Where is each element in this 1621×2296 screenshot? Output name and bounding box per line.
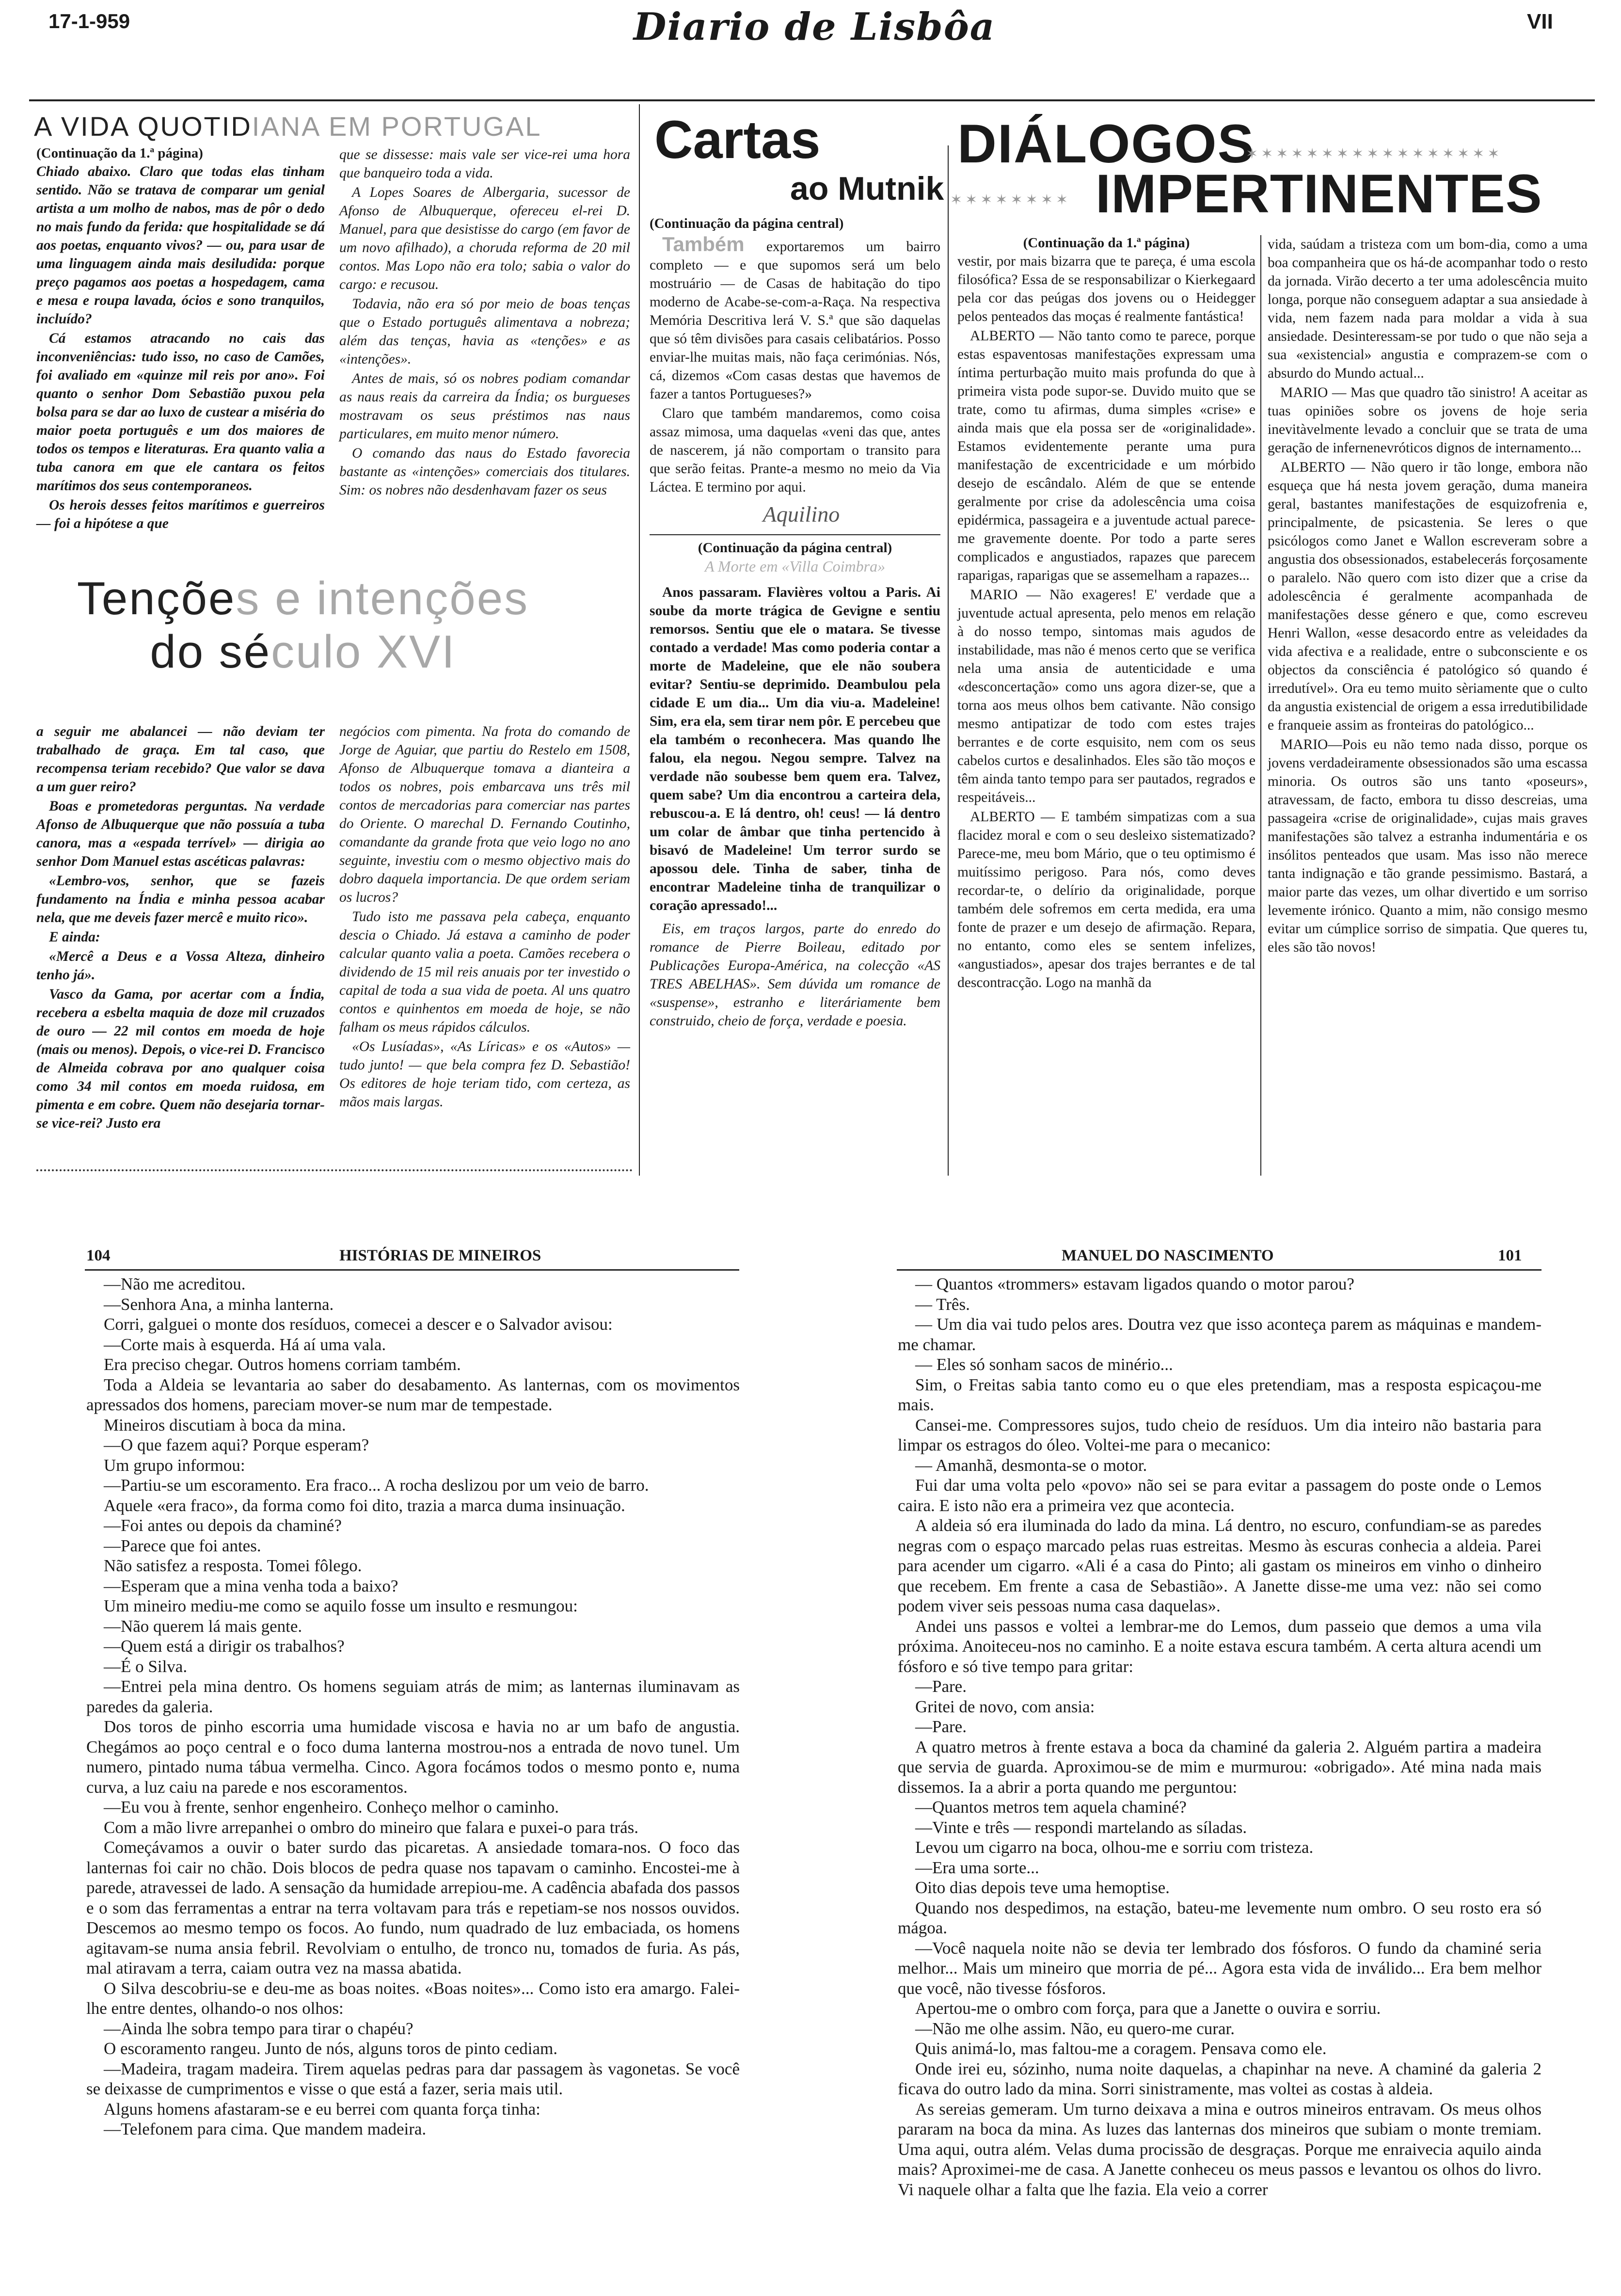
book-paragraph: —Era uma sorte... [915, 1858, 1039, 1877]
dialogos-paragraph: ALBERTO — Não tanto como te parece, porque estas espaventosas manifestações expressam uma íntima perturbação muito mais profunda do que à primeira vista pode supor-se. Duvido muito que se trate, como tu afirmas, duma simples «crise» e ainda mais que ela possa ser de «originalidade». Estamos evidentemente perante uma pura manifestação de excentricidade e um mórbido desejo de escândalo. Além de que se entende geralmente por crise da adolescência uma coisa epidérmica, passageira e a juventude actual parece-me gravemente doente. Por todo a parte seres complicados e angustiados, rapazes que parecem raparigas, raparigas que se assemelham a rapazes... [957, 328, 1255, 583]
book-paragraph: —Pare. [915, 1677, 967, 1696]
vida-headline-faint: IANA EM PORTUGAL [252, 111, 542, 142]
vida-kicker: (Continuação da 1.ª página) [36, 145, 203, 161]
book-paragraph: O Silva descobriu-se e deu-me as boas noites. «Boas noites»... Como isto era amargo. Falei-lhe entre dentes, olhando-o nos olhos: [86, 1978, 740, 2018]
cartas-paragraph: Claro que também mandaremos, como coisa assaz mimosa, uma daquelas «veni das que, antes de nascerem, já não comportam o transito para que serão feitas. Prante-a mesmo no meio da Via Láctea. E termino por aqui. [650, 406, 940, 495]
section-end-rule [36, 1169, 633, 1171]
cartas-column [650, 216, 940, 1031]
book-paragraph: — Quantos «trommers» estavam ligados quando o motor parou? [915, 1275, 1354, 1293]
book-paragraph: Mineiros discutiam à boca da mina. [104, 1415, 346, 1435]
headline-ornament: ✶✶✶✶✶✶✶✶ [950, 192, 1071, 208]
book-paragraph: Quis animá-lo, mas faltou-me a coragem. Pensava como ele. [915, 2039, 1327, 2058]
vida-paragraph: negócios com pimenta. Na frota do comando de Jorge de Aguiar, que partiu do Restelo em 1508, Afonso de Albuquerque tomava a dianteira a todos os nobres, pois embarcava uns três mil contos de mercadorias para comerciar nas partes do Oriente. O marechal D. Fernando Coutinho, comandante da grande frota que veio logo no ano seguinte, investiu com o mesmo objectivo mais do dobro daquela importancia. De que ordem seriam os lucros? [339, 724, 630, 905]
tencoes-line2-faint: culo XVI [271, 626, 456, 678]
book-paragraph: Aquele «era fraco», da forma como foi dito, trazia a marca duma insinuação. [104, 1496, 625, 1515]
book-paragraph: Sim, o Freitas sabia tanto como eu o que eles pretendiam, mas a resposta espicaçou-me mais. [898, 1375, 1542, 1414]
book-paragraph: —Eu vou à frente, senhor engenheiro. Conheço melhor o caminho. [104, 1798, 559, 1817]
tencoes-line1-strong: Tençõe [77, 573, 236, 624]
column-rule [948, 145, 949, 1176]
vida-paragraph: Antes de mais, só os nobres podiam comandar as naus reais da carreira da Índia; os burgueses mostravam os seus préstimos nas naus particulares, em muito menor número. [339, 371, 630, 442]
vida-column-4 [339, 722, 630, 1112]
book-paragraph: —Senhora Ana, a minha lanterna. [104, 1294, 334, 1314]
book-paragraph: —Não querem lá mais gente. [104, 1616, 302, 1636]
book-paragraph: Fui dar uma volta pelo «povo» não sei se para evitar a passagem do poste onde o Lemos caira. E isto não era a primeira vez que acontecia. [898, 1476, 1542, 1515]
book-paragraph: Um grupo informou: [104, 1455, 245, 1475]
book-paragraph: Andei uns passos e voltei a lembrar-me do Lemos, dum passeio que demos a uma vila próxima. Anoiteceu-nos no caminho. E a noite estava escura também. A certa altura acendi um fósforo e só tive tempo para gritar: [898, 1616, 1542, 1676]
dialogos-paragraph: MARIO—Pois eu não temo nada disso, porque os jovens verdadeiramente obsessionados são uma escassa minoria. Os outros são uns tanto «poseurs», atravessam, de facto, embora tu disso descreias, uma passageira «crise de originalidade», cujas mais graves manifestações são talvez a estranha indumentária e os insólitos penteados que usam. Mas isso não merece tanta indignação e tão grande pessimismo. Bastará, a maior parte das vezes, um olhar divertido e um sorriso levemente irónico. Quanto a mim, não consigo mesmo evitar um cúmplice sorriso de simpatia. Que queres tu, eles são tão novos! [1268, 737, 1588, 955]
book-paragraph: Apertou-me o ombro com força, para que a Janette o ouvira e sorriu. [915, 1999, 1381, 2018]
tencoes-headline [73, 572, 533, 679]
cartas-text: exportaremos um bairro completo — e que supomos será um belo mostruário — de Casas de habitação do tipo moderno de Acabe-se-com-a-Raça. Na respectiva Memória Descritiva lerá V. S.ª que são daquelas que só têm divisões para casais celibatários. Posso enviar-lhe muitas mais, não faça cerimónias. Nós, cá, dizemos «Com casas destas que havemos de fazer a tantos Portugueses?» [650, 239, 940, 402]
right-running-head: MANUEL DO NASCIMENTO [1062, 1247, 1274, 1264]
book-paragraph: Onde irei eu, sózinho, numa noite daquelas, a chapinhar na neve. A chaminé da galeria 2 ficava do outro lado da mina. Sorri sinistramente, mas voltei as costas à aldeia. [898, 2059, 1542, 2098]
book-paragraph: Levou um cigarro na boca, olhou-me e sorriu com tristeza. [915, 1838, 1314, 1857]
book-paragraph: —Foi antes ou depois da chaminé? [104, 1516, 342, 1535]
book-paragraph: Cansei-me. Compressores sujos, tudo cheio de resíduos. Um dia inteiro não bastaria para limpar os estragos do óleo. Voltei-me para o mecanico: [898, 1415, 1542, 1454]
book-paragraph: Alguns homens afastaram-se e eu berrei com quanta força tinha: [104, 2099, 540, 2119]
left-page-number: 104 [86, 1247, 111, 1264]
column-rule [1260, 235, 1261, 1176]
dialogos-paragraph: vestir, por mais bizarra que te pareça, é uma escola filosófica? Essa de se responsabilizar o Kierkegaard pela cor das peúgas dos jovens ou o Heidegger pelos penteados das moças é realmente fantástica! [957, 254, 1255, 324]
book-paragraph: —Não me acreditou. [104, 1275, 246, 1293]
book-paragraph: —Corte mais à esquerda. Há aí uma vala. [104, 1335, 386, 1354]
book-paragraph: —Vinte e três — respondi martelando as síladas. [915, 1818, 1247, 1837]
page-number: VII [1527, 10, 1553, 33]
book-paragraph: —É o Silva. [104, 1657, 188, 1676]
vida-quote: «Mercê a Deus e a Vossa Alteza, dinheiro tenho já». [36, 949, 325, 983]
morte-paragraph: Eis, em traços largos, parte do enredo do romance de Pierre Boileau, editado por Publicações Europa-América, na colecção «AS TRES ABELHAS». Sem dúvida um romance de «suspense», estranho e literáriamente bem construido, cheio de força, verdade e poesia. [650, 921, 940, 1029]
book-paragraph: —Esperam que a mina venha toda a baixo? [104, 1576, 398, 1595]
book-paragraph: A aldeia só era iluminada do lado da mina. Lá dentro, no escuro, confundiam-se as paredes negras com o espaço marcado pelas ruas estreitas. Mesmo às escuras conhecia a aldeia. Parei para acender um cigarro. «Ali é a casa do Pinto; ali gastam os mineiros em vinho o dinheiro que recebem. Em frente a casa de Sebastião». A Janette disse-me uma vez: não sei como podem viver seis pessoas numa casa daquelas». [898, 1516, 1542, 1615]
dialogos-paragraph: vida, saúdam a tristeza com um bom-dia, como a uma boa companheira que os há-de acompanhar todo o resto da jornada. Virão decerto a ter uma adolescência muito longa, porque não conseguem adaptar a sua ansiedade à vida, nem fazem nada para moldar a vida à sua ansiedade. Desinteressam-se por tudo o que não seja a sua «existencial» angustia e comprazem-se com o absurdo do Mundo actual... [1268, 237, 1588, 381]
vida-paragraph: A Lopes Soares de Albergaria, sucessor de Afonso de Albuquerque, ofereceu el-rei D. Manuel, para que desistisse do cargo (em favor de um novo afilhado), a choruda reforma de 20 mil contos. Mas Lopo não era tolo; sabia o valor do cargo: e recusou. [339, 185, 630, 292]
right-page-number: 101 [1498, 1247, 1522, 1264]
vida-column-3 [36, 722, 325, 1133]
cartas-subheadline: ao Mutnik [790, 170, 944, 207]
vida-column-2 [339, 145, 630, 500]
book-paragraph: A quatro metros à frente estava a boca da chaminé da galeria 2. Alguém partira a madeira que servia de guarda. Aproximou-se de mim e murmurou: «obrigado». Até mina nada mais dissemos. Ia a abrir a porta quando me perguntou: [898, 1737, 1542, 1797]
book-paragraph: Quando nos despedimos, na estação, bateu-me levemente num ombro. O seu rosto era só mágoa. [898, 1898, 1542, 1937]
vida-quote: «Lembro-vos, senhor, que se fazeis fundamento na Índia e minha pessoa acabar nela, que me deveis fazer mercê e muito rico». [36, 873, 325, 925]
vida-paragraph: Chiado abaixo. Claro que todas elas tinham sentido. Não se tratava de comparar um genial artista a um molho de nabos, mas de pôr o dedo no mais fundo da ferida: que hospitalidade se dá aos poetas, enquanto vivos? — ou, para usar de uma linguagem ainda mais desiludida: porque preço pagamos aos poetas a hospedagem, cama e mesa e roupa lavada, ócios e sono tranquilos, incluído? [36, 164, 325, 327]
vida-headline-strong: A VIDA QUOTID [34, 111, 252, 142]
vida-paragraph: Vasco da Gama, por acertar com a Índia, recebera a esbelta maquia de doze mil cruzados de ouro — 22 mil contos em moeda de hoje (mais ou menos). Depois, o vice-rei D. Francisco de Almeida cobrava por ano qualquer coisa como 34 mil contos em moeda ruidosa, em pimenta e em cobre. Quem não desejaria tornar-se vice-rei? Justo era [36, 987, 325, 1131]
book-paragraph: — Amanhã, desmonta-se o motor. [915, 1455, 1147, 1475]
vida-paragraph: Os herois desses feitos marítimos e guerreiros — foi a hipótese a que [36, 497, 325, 531]
vida-paragraph: Tudo isto me passava pela cabeça, enquanto descia o Chiado. Já estava a caminho de poder calcular quanto valia a poeta. Camões recebera o dividendo de 15 mil reis anuais por ter investido o capital de toda a sua vida de poeta. Al uns quatro contos e quinhentos em moeda de hoje, se não falham os meus rápidos cálculos. [339, 909, 630, 1035]
tencoes-line1-faint: s e intenções [236, 573, 529, 624]
vida-paragraph: «Os Lusíadas», «As Líricas» e os «Autos» — tudo junto! — que bela compra fez D. Sebastião! Os editores de hoje teriam tido, com certeza, as mãos mais largas. [339, 1039, 630, 1110]
book-paragraph: —Ainda lhe sobra tempo para tirar o chapéu? [104, 2019, 413, 2038]
book-paragraph: —Telefonem para cima. Que mandem madeira. [104, 2120, 427, 2138]
book-paragraph: Com a mão livre arrepanhei o ombro do mineiro que falara e puxei-o para trás. [104, 1818, 639, 1837]
cartas-kicker: (Continuação da página central) [650, 216, 844, 231]
dialogos-column-1 [957, 235, 1255, 993]
column-rule [639, 104, 640, 1176]
vida-column-1 [36, 145, 325, 534]
dialogos-paragraph: ALBERTO — Não quero ir tão longe, embora não esqueça que há nesta jovem geração, duma maneira geral, bastantes manifestações de esquizofrenia e, principalmente, de psicastenia. Se leres o que psicólogos como Janet e Wallon escreveram sobre a angustia dos obsessionados, estabelecerás forçosamente o paralelo. Não quero com isto dizer que a crise da adolescência é geralmente acompanhada de manifestações desse género e que, como escreveu Henri Wallon, «esse desacordo entre as veleidades da vida afectiva e a realidade, entre o subconsciente e os objectos da consciência é patológico só quando é irredutível». Ora eu temo muito sèriamente que o culto da angustia existencial de origem a essa irredutibilidade e franqueie assim as fronteiras do patológico... [1268, 460, 1588, 733]
vida-paragraph: que se dissesse: mais vale ser vice-rei uma hora que banqueiro toda a vida. [339, 147, 630, 181]
book-paragraph: Toda a Aldeia se levantaria ao saber do desabamento. As lanternas, com os movimentos apressados dos homens, pareciam mover-se num mar de tempestade. [86, 1375, 740, 1414]
book-paragraph: Oito dias depois teve uma hemoptise. [915, 1878, 1170, 1897]
book-paragraph: Um mineiro mediu-me como se aquilo fosse um insulto e resmungou: [104, 1596, 578, 1615]
dialogos-subheadline: IMPERTINENTES [1096, 163, 1542, 224]
issue-date: 17-1-959 [48, 10, 130, 32]
vida-headline [34, 111, 542, 142]
vida-paragraph: E ainda: [49, 929, 100, 945]
book-paragraph: —Quantos metros tem aquela chaminé? [915, 1798, 1187, 1817]
book-paragraph: Corri, galguei o monte dos resíduos, comecei a descer e o Salvador avisou: [104, 1315, 613, 1334]
book-paragraph: —Partiu-se um escoramento. Era fraco... A rocha deslizou por um veio de barro. [104, 1476, 649, 1495]
book-paragraph: — Três. [915, 1294, 970, 1314]
book-paragraph: — Um dia vai tudo pelos ares. Doutra vez que isso aconteça parem as máquinas e mandem-me chamar. [898, 1315, 1542, 1354]
dialogos-kicker: (Continuação da 1.ª página) [1023, 235, 1190, 251]
book-paragraph: As sereias gemeram. Um turno deixava a mina e outros mineiros entravam. Os meus olhos pararam na boca da mina. As luzes das lanternas dos mineiros que subiam o monte tremiam. Uma aqui, outra além. Velas duma procissão de desgraças. Porque me enraivecia aquilo ainda mais? Aproximei-me de casa. A Janette conheceu os meus passos e levantou os olhos do livro. Vi naquele olhar a falta que lhe fazia. Ela veio a correr [898, 2099, 1542, 2199]
morte-faint-title: A Morte em «Villa Coimbra» [704, 558, 886, 575]
left-book-page [86, 1274, 740, 2139]
dialogos-paragraph: MARIO — Não exageres! E' verdade que a juventude actual apresenta, pelo menos em relação à do nosso tempo, sintomas mais agudos de instabilidade, mas não é menos certo que se verifica nela uma ansia de autenticidade e uma «desconcertação» como uns agora dizer-se, que a torna aos meus olhos bem cativante. Não consigo mesmo antipatizar de todo com estes trajes berrantes e de corte esquisito, nem com os seus cabelos curtos e desalinhados. Eles são tão moços e têm ainda tanto tempo para ser pautados, regrados e respeitáveis... [957, 587, 1255, 805]
vida-paragraph: Todavia, não era só por meio de boas tenças que o Estado português alimentava a nobreza; além das tenças, havia as «tenções» e as «intenções». [339, 296, 630, 367]
cartas-faint-word: Também [662, 233, 745, 255]
cartas-headline: Cartas [654, 110, 821, 170]
morte-kicker: (Continuação da página central) [698, 540, 892, 556]
book-paragraph: —Parece que foi antes. [104, 1536, 261, 1555]
book-paragraph: —Não me olhe assim. Não, eu quero-me curar. [915, 2019, 1235, 2038]
book-paragraph: O escoramento rangeu. Junto de nós, alguns toros de pinto cediam. [104, 2039, 558, 2058]
cartas-signature: Aquilino [763, 502, 840, 526]
book-paragraph: Não satisfez a resposta. Tomei fôlego. [104, 1556, 362, 1575]
dialogos-paragraph: MARIO — Mas que quadro tão sinistro! A aceitar as tuas opiniões sobre os jovens de hoje seria inevitàvelmente levado a concluir que se trata de uma geração de infernenevróticos dignos de internamento... [1268, 385, 1588, 456]
right-header-rule [897, 1269, 1542, 1271]
left-header-rule [85, 1269, 739, 1271]
vida-paragraph: Cá estamos atracando no cais das inconveniências: tudo isso, no caso de Camões, foi avaliado em «quinze mil reis por ano». Foi quanto o senhor Dom Sebastião puxou pela bolsa para se dar ao luxo de custear a miséria do maior poeta português e um dos maiores de todos os tempos e literaturas. Era quanto valia a tuba canora em que ele cantara os feitos marítimos dos seus contemporaneos. [36, 331, 325, 494]
book-paragraph: Começávamos a ouvir o bater surdo das picaretas. A ansiedade tomara-nos. O foco das lanternas foi cair no chão. Dois blocos de pedra quase nos tapavam o caminho. Encostei-me à parede, atravessei de lado. A sensação da humidade arrepiou-me. A cadência abafada dos passos e o som das ferramentas a entrar na terra voltavam para trás e repetiam-se nos nossos ouvidos. Descemos ao mesmo tempo os focos. Ao fundo, num quadrado de luz embaciada, os homens agitavam-se numa ansia febril. Revolviam o entulho, de tronco nu, tomados de furia. As pás, mal atiravam a terra, caiam outra vez na massa abatida. [86, 1838, 740, 1977]
vida-paragraph: a seguir me abalancei — não deviam ter trabalhado de graça. Em tal caso, que recompensa teriam recebido? Que valor se dava a um guer reiro? [36, 724, 325, 795]
book-paragraph: —Quem está a dirigir os trabalhos? [104, 1637, 345, 1656]
morte-paragraph: Anos passaram. Flavières voltou a Paris. Ai soube da morte trágica de Gevigne e sentiu remorsos. Sentiu que ele o matara. Se tivesse contado a verdade! Mas como poderia contar a morte de Madeleine, que ele não soubera evitar? Sentiu-se deprimido. Deambulou pela cidade E um dia... Um dia viu-a. Madeleine! Sim, era ela, sem tirar nem pôr. E percebeu que ela também o reconhecera. Mas quando lhe falou, ela negou. Negou sempre. Talvez na verdade não soubesse bem quem era. Talvez, quem sabe? Um dia encontrou a carteira dela, rebuscou-a. E lá dentro, oh! ceus! — lá dentro um colar de âmbar que tinha pertencido à bisavó de Madeleine! Um terror surdo se apossou dele. Tinha de saber, tinha de encontrar Madeleine tinha de tranquilizar o coração apressado!... [650, 585, 940, 913]
book-paragraph: Dos toros de pinho escorria uma humidade viscosa e havia no ar um bafo de angustia. Chegámos ao poço central e o foco duma lanterna mostrou-nos a entrada de novo tunel. Um numero, pintado numa tábua vermelha. Cinco. Agora focámos todos o mesmo ponto e, numa curva, a luz caiu na parede e nos escoramentos. [86, 1717, 740, 1797]
book-paragraph: —Madeira, tragam madeira. Tirem aquelas pedras para dar passagem às vagonetas. Se você se deixasse de cumprimentos e visse o que está a fazer, seria mais util. [86, 2059, 740, 2098]
dialogos-headline: DIÁLOGOS [957, 113, 1255, 174]
masthead-rule [29, 99, 1595, 101]
dialogos-paragraph: ALBERTO — E também simpatizas com a sua flacidez moral e com o seu desleixo sistematizado? Parece-me, meu bom Mário, que o teu optimismo é muitíssimo perigoso. Para nós, como deves recordar-te, o delírio da originalidade, porque também dele sofremos em certa medida, era uma fonte de prazer e um desejo de afirmação. Repara, no entanto, como eles se sentem infelizes, «angustiados», apesar dos trajes berrantes e de tal descontracção. Logo na manhã da [957, 809, 1255, 990]
book-paragraph: — Eles só sonham sacos de minério... [915, 1355, 1173, 1374]
newspaper-title: Diario de Lisbôa [633, 5, 996, 49]
vida-paragraph: O comando das naus do Estado favorecia bastante as «intenções» comerciais dos titulares. Sim: os nobres não desdenhavam fazer os seus [339, 446, 630, 498]
book-paragraph: —Pare. [915, 1717, 967, 1736]
book-paragraph: Gritei de novo, com ansia: [915, 1697, 1095, 1716]
book-paragraph: —Você naquela noite não se devia ter lembrado dos fósforos. O fundo da chaminé seria melhor... Mais um mineiro que morria de pé... Agora esta vida de inválido... Era bem melhor que você, não tivesse fósforos. [898, 1938, 1542, 1998]
book-paragraph: —O que fazem aqui? Porque esperam? [104, 1435, 369, 1454]
vida-paragraph: Boas e prometedoras perguntas. Na verdade Afonso de Albuquerque que não possuía a tuba canora, mas a «espada terrível» — dirigia ao senhor Dom Manuel estas ascéticas palavras: [36, 798, 325, 869]
book-paragraph: —Entrei pela mina dentro. Os homens seguiam atrás de mim; as lanternas iluminavam as paredes da galeria. [86, 1677, 740, 1716]
book-paragraph: Era preciso chegar. Outros homens corriam também. [104, 1355, 461, 1374]
cartas-paragraph [650, 233, 940, 403]
cartas-rule [650, 534, 940, 535]
dialogos-column-2 [1268, 235, 1588, 957]
left-running-head: HISTÓRIAS DE MINEIROS [339, 1247, 541, 1264]
tencoes-line2-strong: do sé [150, 626, 271, 678]
right-book-page [898, 1274, 1542, 2200]
headline-ornament: ✶✶✶✶✶✶✶✶✶✶✶✶✶✶✶✶✶ [1246, 146, 1503, 162]
